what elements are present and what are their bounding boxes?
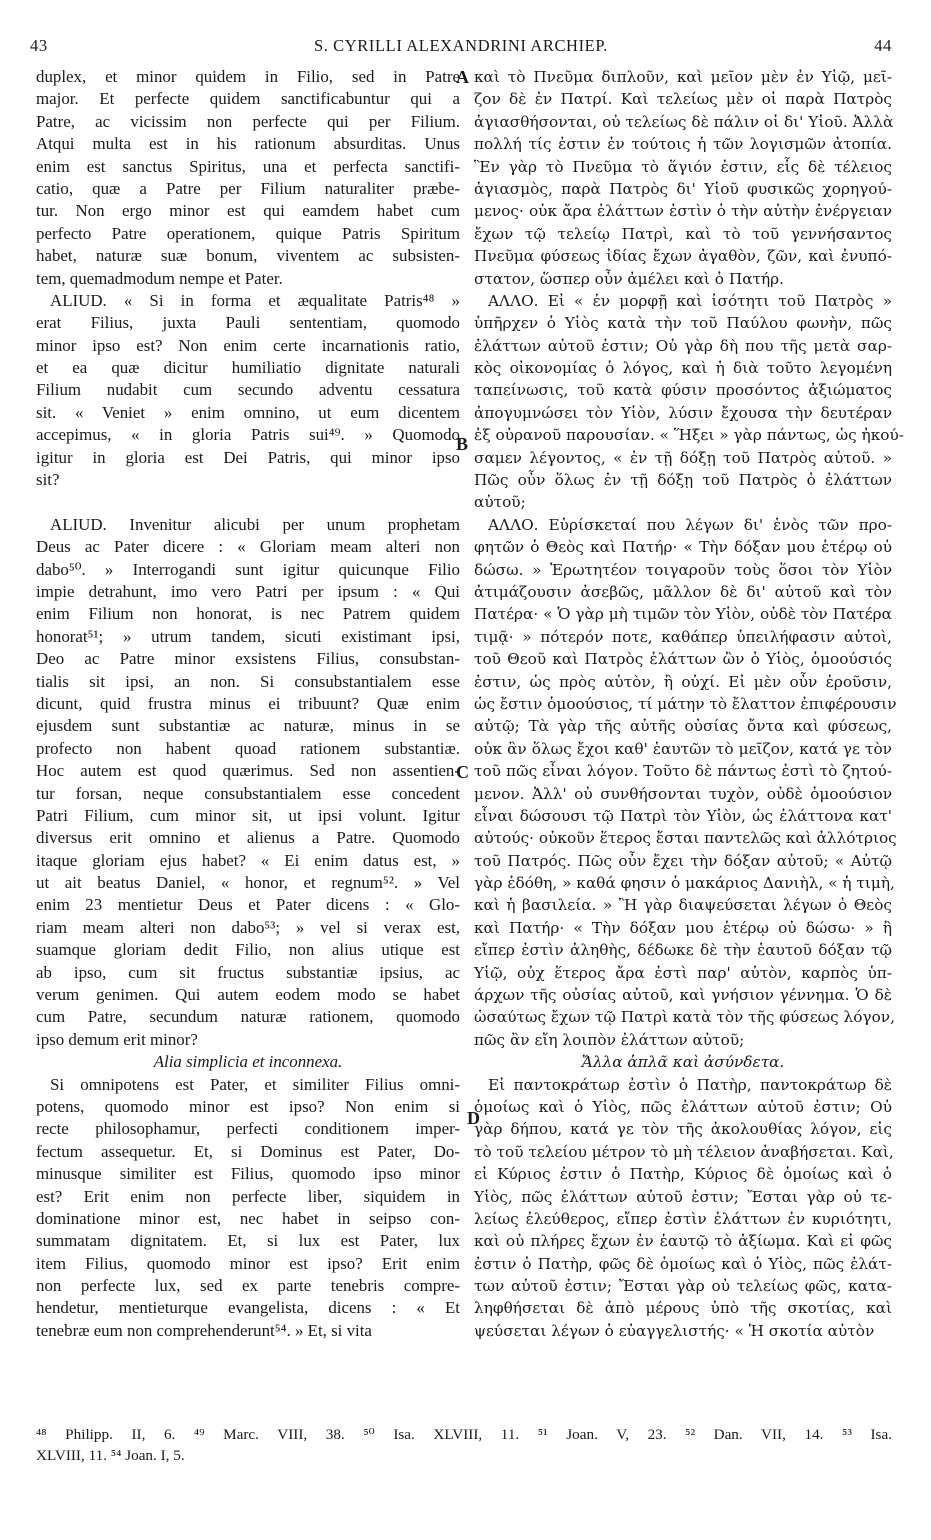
latin-text-line: tur. Non ergo minor est qui eamdem habet cum [36, 201, 460, 221]
greek-text-line: φητῶν ὁ Θεὸς καὶ Πατήρ· « Τὴν δόξαν μου ἑτέρῳ οὐ [474, 538, 892, 557]
greek-text-line: εἶναι δώσουσι τῷ Πατρὶ τὸν Υἱὸν, ὡς ἐλάττονα κατ' [474, 806, 892, 825]
greek-text-line: Πνεῦμα φύσεως ἰδίας ἔχων ἀγαθὸν, ζῶν, καὶ ἐνυπό- [474, 247, 892, 266]
greek-text-line: καὶ τὸ Πνεῦμα διπλοῦν, καὶ μεῖον μὲν ἐν Υἱῷ, μεῖ- [474, 68, 892, 86]
latin-text-line: potens, quomodo minor est ipso? Non enim si [36, 1096, 460, 1116]
greek-text-line: καὶ Πατήρ· « Τὴν δόξαν μου ἑτέρῳ οὐ δώσω· » ἢ [474, 918, 892, 937]
greek-text-line: ψεύσεται λέγων ὁ εὐαγγελιστής· « Ἡ σκοτία αὐτὸν [474, 1321, 875, 1340]
greek-text-line: αὐτοῦ; [474, 493, 526, 512]
greek-text-line: ἔχων τῷ τελείῳ Πατρὶ, καὶ τὸ τοῦ γεννήσαντος [474, 224, 892, 243]
greek-text-line: ἐστιν, ὡς πρὸς αὐτὸν, ἢ οὐχί. Εἰ μὲν οὖν ἐροῦσιν, [474, 672, 892, 691]
latin-text-line: Atqui multa est in his rationum absurditas. Unus [36, 134, 460, 154]
latin-text-line: itaque gloriam ejus habet? « Ei enim datus est, » [36, 850, 460, 870]
latin-text-line: hendetur, mentieturque evangelista, dicens : « Et [36, 1298, 460, 1318]
latin-text-line: tem, quemadmodum nempe et Pater. [36, 268, 283, 288]
latin-text-line: minor ipso est? Non enim certe incarnationis ratio, [36, 335, 460, 355]
greek-text-line: ἀπογυμνώσει τὸν Υἱὸν, λύσιν ἔχουσα τὴν δευτέραν [474, 403, 892, 422]
latin-text-line: profecto non habent quoad rationem substantiæ. [36, 738, 460, 758]
latin-text-line: sit. « Veniet » enim omnino, ut eum dicentem [36, 402, 460, 422]
greek-text-line: ἀτιμάζουσιν ἀσεβῶς, μᾶλλον δὲ δι' αὐτοῦ καὶ τὸν [474, 582, 892, 601]
latin-text-line: verum genimen. Qui autem eodem modo se habet [36, 985, 460, 1005]
greek-text-line: ὑπῆρχεν ὁ Υἱὸς κατὰ τὴν τοῦ Παύλου φωνὴν, πῶς [474, 314, 892, 333]
latin-text-line: Filium nudabit cum secundo adventu cessatura [36, 380, 460, 400]
greek-text-line: ἐστιν ὁ Πατὴρ, φῶς δὲ ὁμοίως καὶ ὁ Υἱὸς, πῶς ἐλάτ- [474, 1254, 892, 1273]
greek-text-line: εἰ Κύριος ἐστιν ὁ Πατὴρ, Κύριος δὲ ὁμοίως καὶ ὁ [474, 1165, 892, 1184]
greek-column [474, 66, 904, 1342]
latin-text-line: ipso demum erit minor? [36, 1029, 198, 1049]
greek-text-line: τὸ τοῦ τελείου μέτρον τὸ μὴ τέλειον ἀναβήσεται. Καὶ, [474, 1142, 894, 1161]
greek-text-line: Πῶς οὖν ὅλως ἐν τῇ δόξῃ τοῦ Πατρὸς ὁ ἐλάττων [474, 471, 892, 490]
latin-text-line: tialis sit ipsi, an non. Si consubstantialem esse [36, 671, 460, 691]
latin-text-line: ut ait beatus Daniel, « honor, et regnum⁵². » Vel [36, 873, 460, 893]
latin-text-line: honorat⁵¹; » utrum tandem, sicuti existimant ipsi, [36, 626, 460, 646]
greek-text-line: καὶ οὐ πλήρες ἔχων ἐν ἑαυτῷ τὸ ἀξίωμα. Καὶ εἰ φῶς [474, 1232, 892, 1251]
margin-letter-a: A [456, 67, 469, 87]
page-number-left: 43 [30, 36, 48, 55]
greek-text-line: πολλή τίς ἐστιν ἐν τούτοις ἡ τῶν λογισμῶν ἀτοπία. [474, 135, 892, 154]
latin-text-line: cum Patre, secundum naturæ rationem, quomodo [36, 1007, 460, 1027]
latin-text-line: perfecto Patre operationem, quique Patris Spiritum [36, 223, 460, 243]
latin-text-line: catio, quæ a Patre per Filium naturaliter præbe- [36, 178, 460, 198]
margin-letter-b: B [456, 434, 469, 454]
latin-text-line: recte philosophamur, perfecti conditionem imper- [36, 1119, 460, 1139]
greek-text-line: ζον δὲ ἐν Πατρί. Καὶ τελείως μὲν οἱ παρὰ Πατρὸς [474, 90, 892, 109]
greek-text-line: των αὐτοῦ ἐστιν; Ἔσται γὰρ οὐ τελείως φῶς, κατα- [474, 1277, 892, 1296]
latin-text-line: Deus ac Pater dicere : « Gloriam meam alteri non [36, 537, 460, 557]
greek-text-line: ἁγιασμὸς, παρὰ Πατρὸς δι' Υἱοῦ φυσικῶς χορηγού- [474, 179, 892, 198]
greek-text-line: τοῦ πῶς εἶναι λόγον. Τοῦτο δὲ πάντως ἐστὶ τὸ ζητού- [474, 762, 892, 781]
greek-text-line: ταπείνωσις, τοῦ κατὰ φύσιν προσόντος ἀξιώματος [474, 381, 892, 400]
greek-text-line: δώσω. » Ἐρωτητέον τοιγαροῦν τοὺς ὅσοι τὸν Υἱὸν [474, 560, 892, 579]
greek-text-line: τιμᾷ· » πότερόν ποτε, καθάπερ ὑπειλήφασιν αὐτοὶ, [474, 627, 892, 646]
greek-text-line: τοῦ Πατρός. Πῶς οὖν ἔχει τὴν δόξαν αὐτοῦ; « Αὐτῷ [474, 851, 892, 870]
greek-text-line: αὐτούς· οὐκοῦν ἕτερος ἔσται παντελῶς καὶ ἀλλότριος [474, 829, 897, 848]
running-title: S. CYRILLI ALEXANDRINI ARCHIEP. [313, 36, 609, 55]
latin-text-line: ejusdem sunt substantiæ ac naturæ, minus in se [36, 716, 460, 736]
greek-text-line: λείως ἐλεύθερος, εἴπερ ἐστὶν ἐλάττων ἐν κυριότητι, [474, 1209, 892, 1228]
latin-text-line: igitur in gloria est Dei Patris, qui minor ipso [36, 447, 460, 467]
latin-text-line [36, 491, 460, 513]
latin-text-line: diversus erit omnino et alienus a Patre. Quomodo [36, 828, 460, 848]
footnotes [36, 1424, 892, 1466]
latin-text-line: accepimus, « in gloria Patris sui⁴⁹. » Quomodo [36, 425, 460, 445]
margin-letter-c: C [456, 762, 469, 782]
latin-text-line: duplex, et minor quidem in Filio, sed in Patre [36, 67, 460, 86]
latin-text-line: et ea quæ dicitur humiliatio dignitate naturali [36, 358, 460, 378]
latin-text-line: Hoc autem est quod quærimus. Sed non assentien- [36, 761, 460, 781]
greek-text-line: Πατέρα· « Ὁ γὰρ μὴ τιμῶν τὸν Υἱὸν, οὐδὲ τὸν Πατέρα [474, 605, 892, 624]
latin-text-line: dabo⁵⁰. » Interrogandi sunt igitur quicunque Filio [36, 559, 460, 579]
greek-text-line: ἐξ οὐρανοῦ παρουσίαν. « Ἥξει » γὰρ πάντως, ὡς ἠκού- [474, 426, 904, 445]
page-header [30, 36, 892, 58]
greek-text-line: Εἰ παντοκράτωρ ἐστὶν ὁ Πατὴρ, παντοκράτωρ δὲ [488, 1075, 892, 1094]
latin-text-line: Patre, ac vicissim non perfecte qui per Filium. [36, 111, 460, 131]
latin-text-line: tur forsan, neque consubstantialem esse concedent [36, 783, 460, 803]
greek-text-line: Υἱῷ, οὐχ ἕτερος ἄρα ἐστὶ παρ' αὐτὸν, καρπὸς ὑπ- [474, 963, 892, 982]
latin-column [36, 66, 460, 1342]
latin-text-line: erat Filius, juxta Pauli sententiam, quomodo [36, 313, 460, 333]
latin-text-line: est? Erit enim non perfecte liber, siquidem in [36, 1186, 460, 1206]
greek-text-line: ΑΛΛΟ. Εἰ « ἐν μορφῇ καὶ ἰσότητι τοῦ Πατρὸς » [488, 291, 892, 310]
greek-text-line: γὰρ ἐδόθη, » καθά φησιν ὁ μακάριος Δανιὴλ, « ἡ τιμὴ, [474, 874, 895, 893]
latin-text-line: ab ipso, cum sit fructus substantiæ ipsius, ac [36, 962, 460, 982]
latin-text-line: minusque similiter est Filius, quomodo ipso minor [36, 1164, 460, 1184]
latin-text-line: fectum assequetur. Et, si Dominus est Pater, Do- [36, 1141, 460, 1161]
latin-text-line: riam meam alteri non dabo⁵³; » vel si verax est, [36, 917, 460, 937]
latin-text-line: enim Filium non honorat, is nec Patrem quidem [36, 604, 460, 624]
latin-text-line: habet, naturæ suæ bonum, viventem ac subsisten- [36, 246, 460, 266]
greek-text-line: Υἱὸς, πῶς ἐλάττων αὐτοῦ ἐστιν; Ἔσται γὰρ οὐ τε- [474, 1187, 892, 1206]
greek-text-line: εἴπερ ἐστὶν ἀληθὴς, δέδωκε δὲ τὴν ἑαυτοῦ δόξαν τῷ [474, 941, 892, 960]
latin-text-line: enim 23 mentietur Deus et Pater dicens : « Glo- [36, 895, 460, 915]
greek-text-line: στατον, ὥσπερ οὖν ἀμέλει καὶ ὁ Πατήρ. [474, 269, 785, 288]
greek-text-line: ὡσαύτως ἔχων τῷ Πατρὶ κατὰ τὸν τῆς φύσεως λόγον, [474, 1008, 895, 1027]
greek-text-line: Ἄλλα ἁπλᾶ καὶ ἀσύνδετα. [581, 1053, 785, 1072]
greek-text-line: μενος· οὐκ ἄρα ἐλάττων ἐστὶν ὁ τὴν αὐτὴν ἐνέργειαν [474, 202, 892, 221]
greek-text-line: κὸς οἰκονομίας ὁ λόγος, καὶ ἡ διὰ τοῦτο λεγομένη [474, 359, 892, 378]
greek-text-line: ληφθήσεται δὲ ἀπὸ μέρους ὑπὸ τῆς σκοτίας, καὶ [474, 1299, 892, 1318]
latin-text-line: suamque gloriam dedit Filio, non alius utique est [36, 940, 460, 960]
latin-text-line: impie detrahunt, imo vero Patri per ipsum : « Qui [36, 581, 460, 601]
latin-text-line: Alia simplicia et inconnexa. [153, 1052, 343, 1072]
latin-text-line: ALIUD. Invenitur alicubi per unum prophetam [50, 514, 460, 534]
greek-text-line: ὁμοίως καὶ ὁ Υἱὸς, πῶς ἐλάττων αὐτοῦ ἐστιν; Οὐ [474, 1097, 892, 1116]
greek-text-line: Ἓν γὰρ τὸ Πνεῦμα τὸ ἅγιόν ἐστιν, εἷς δὲ τέλειος [474, 157, 892, 176]
greek-text-line: ΑΛΛΟ. Εὑρίσκεταί που λέγων δι' ἑνὸς τῶν προ- [488, 515, 892, 534]
greek-text-line: αὐτῷ; Τὰ γὰρ τῆς αὐτῆς οὐσίας ὄντα καὶ φύσεως, [474, 717, 892, 736]
greek-text-line: ἁγιασθήσονται, οὐ τελείως δὲ πάλιν οἱ δι' Υἱοῦ. Ἀλλὰ [474, 112, 894, 131]
latin-text-line: dominatione minor est, nec habet in seipso con- [36, 1208, 460, 1228]
greek-text-line: σαμεν λέγοντος, « ἐν τῇ δόξῃ τοῦ Πατρὸς αὐτοῦ. » [474, 448, 892, 467]
latin-text-line: Patri Filium, cum minor sit, ut ipsi volunt. Igitur [36, 805, 460, 825]
latin-text-line: dicunt, quid frustra minus ei tribuunt? Quæ enim [36, 693, 460, 713]
page-number-right: 44 [874, 36, 892, 55]
footnote-line: XLVIII, 11. ⁵⁴ Joan. I, 5. [36, 1447, 185, 1464]
greek-text-line: γὰρ δήπου, κατά γε τὸν τῆς ἀκολουθίας λόγον, εἰς [474, 1120, 892, 1139]
greek-text-line: πῶς ἂν εἴη λοιπὸν ἐλάττων αὐτοῦ; [474, 1030, 745, 1049]
latin-text-line: non perfecte lux, sed ex parte tenebris compre- [36, 1276, 460, 1296]
greek-text-line: άρχων τῆς οὐσίας αὐτοῦ, καὶ γνήσιον γέννημα. Ὁ δὲ [474, 986, 892, 1005]
latin-text-line: Si omnipotens est Pater, et similiter Filius omni- [50, 1074, 460, 1094]
greek-text-line: τοῦ Θεοῦ καὶ Πατρὸς ἐλάττων ὢν ὁ Υἱὸς, ὁμοούσιός [474, 650, 892, 669]
latin-text-line: enim est sanctus Spiritus, una et perfecta sanctifi- [36, 156, 460, 176]
footnote-line: ⁴⁸ Philipp. II, 6. ⁴⁹ Marc. VIII, 38. ⁵⁰ Isa. XLVIII, 11. ⁵¹ Joan. V, 23. ⁵² Dan. VII, 14. ⁵³ Isa. [36, 1426, 892, 1443]
margin-letter-d: D [467, 1108, 480, 1128]
latin-text-line: Deo ac Patre minor exsistens Filius, consubstan- [36, 649, 460, 669]
greek-text-line: ὡς ἔστιν ὁμοούσιος, τί μάτην τὸ ἔλαττον ἐπιφέρουσιν [474, 694, 897, 713]
latin-text-line: tenebræ eum non comprehenderunt⁵⁴. » Et, si vita [36, 1320, 372, 1340]
latin-text-line: item Filius, quomodo minor est ipso? Erit enim [36, 1253, 460, 1273]
greek-text-line: καὶ ἡ βασιλεία. » Ἢ γὰρ διαψεύσεται λέγων ὁ Θεὸς [474, 896, 892, 915]
greek-text-line: μενον. Ἀλλ' οὐ συνθήσονται τυχὸν, οὐδὲ ὁμοούσιον [474, 784, 892, 803]
greek-text-line: ἐλάττων αὐτοῦ ἐστιν; Οὐ γὰρ δὴ που τῆς μετὰ σαρ- [474, 336, 892, 355]
greek-text-line: οὐκ ἂν ὅλως ἔχοι καθ' ἑαυτῶν τὸ μεῖζον, κατά γε τὸν [474, 739, 892, 758]
latin-text-line: summatam dignitatem. Et, si lux est Pater, lux [36, 1231, 460, 1251]
latin-text-line: ALIUD. « Si in forma et æqualitate Patris⁴⁸ » [50, 290, 460, 310]
latin-text-line: major. Et perfecte quidem sanctificabuntur qui a [36, 89, 460, 109]
latin-text-line: sit? [36, 470, 60, 490]
